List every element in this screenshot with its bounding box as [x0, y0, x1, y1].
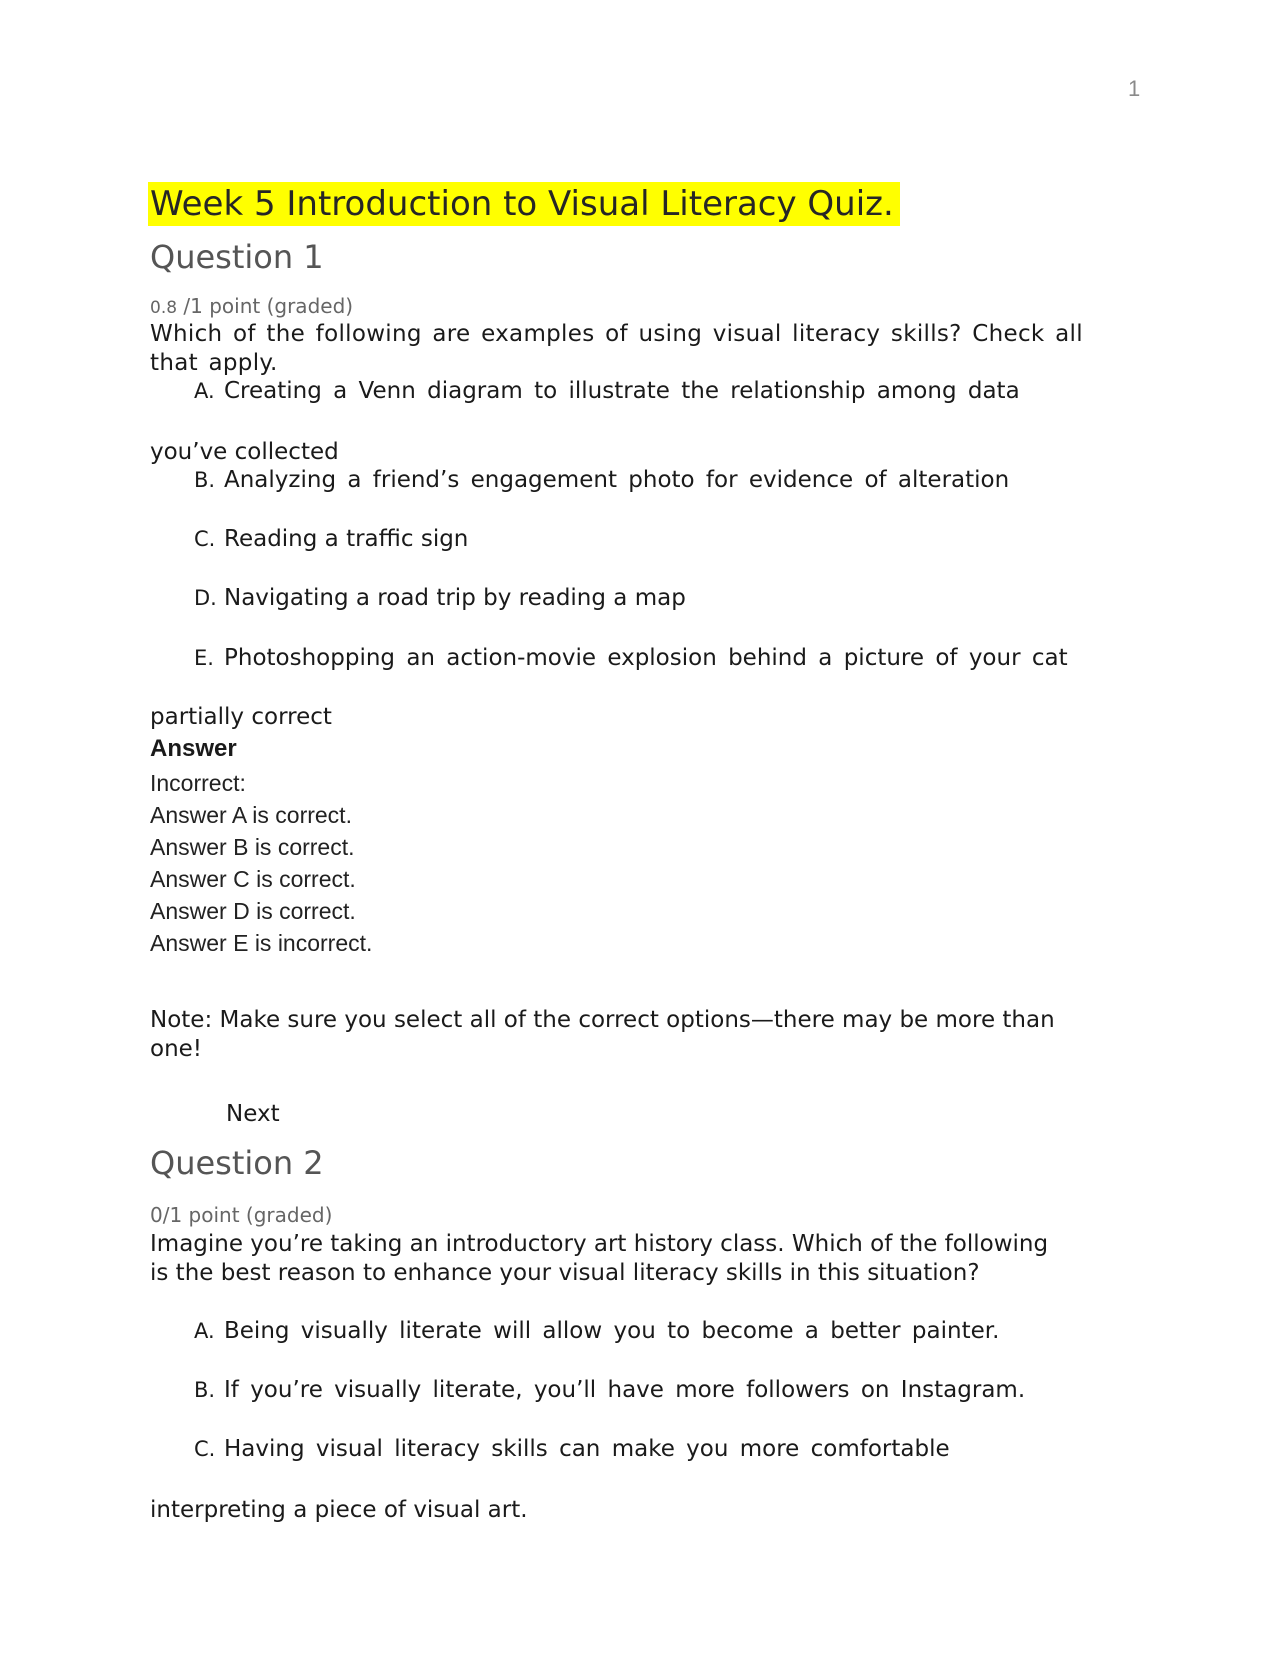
option-text: Analyzing a friend’s engagement photo for evidence of alteration [224, 467, 1010, 493]
answer-label: Answer [150, 735, 237, 762]
answer-line: Answer B is correct. [150, 834, 355, 860]
option-text: Reading a traffic sign [224, 526, 469, 552]
option-text: Being visually literate will allow you to become a better painter. [224, 1318, 1000, 1344]
question-1-score: 0.8 [150, 298, 178, 318]
option-letter: A. [194, 379, 215, 403]
question-1-option-a[interactable] [194, 378, 1020, 404]
question-1-result: partially correct [150, 704, 332, 730]
answer-line: Incorrect: [150, 770, 246, 796]
question-1-points [150, 294, 353, 318]
option-letter: D. [194, 586, 217, 610]
question-1-option-a-continuation: you’ve collected [150, 439, 339, 465]
question-1-points-suffix: /1 point (graded) [183, 294, 354, 318]
page-number: 1 [1128, 76, 1141, 101]
option-letter: C. [194, 527, 216, 551]
next-button[interactable]: Next [226, 1101, 280, 1127]
answer-line: Answer A is correct. [150, 802, 352, 828]
question-2-heading: Question 2 [150, 1144, 324, 1182]
answer-line: Answer C is correct. [150, 866, 356, 892]
question-1-heading: Question 1 [150, 238, 324, 276]
question-2-option-c-continuation: interpreting a piece of visual art. [150, 1497, 528, 1523]
option-letter: C. [194, 1437, 216, 1461]
question-1-option-b[interactable] [194, 467, 1009, 493]
option-text: Navigating a road trip by reading a map [224, 585, 686, 611]
option-text: Having visual literacy skills can make you more comfortable [224, 1436, 950, 1462]
question-1-option-d[interactable] [194, 585, 686, 611]
option-letter: B. [194, 1378, 216, 1402]
option-letter: B. [194, 468, 216, 492]
question-1-prompt: Which of the following are examples of using visual literacy skills? Check all that apply. [150, 321, 1083, 376]
answer-line: Answer E is incorrect. [150, 930, 373, 956]
question-2-prompt: Imagine you’re taking an introductory art history class. Which of the following is the best reason to enhance your visual literacy skills in this situation? [150, 1231, 1049, 1286]
question-2-option-a[interactable] [194, 1318, 999, 1344]
question-1-option-e[interactable] [194, 645, 1068, 671]
question-2-option-c[interactable] [194, 1436, 950, 1462]
question-2-option-b[interactable] [194, 1377, 1025, 1403]
question-2-points: 0/1 point (graded) [150, 1203, 333, 1227]
option-text: If you’re visually literate, you’ll have more followers on Instagram. [224, 1377, 1026, 1403]
document-title: Week 5 Introduction to Visual Literacy Quiz. [148, 182, 900, 226]
option-letter: A. [194, 1319, 215, 1343]
option-text: Creating a Venn diagram to illustrate the relationship among data [224, 378, 1020, 404]
answer-line: Answer D is correct. [150, 898, 356, 924]
option-text: Photoshopping an action-movie explosion behind a picture of your cat [224, 645, 1068, 671]
option-letter: E. [194, 646, 214, 670]
question-1-note: Note: Make sure you select all of the correct options—there may be more than one! [150, 1007, 1055, 1062]
question-1-option-c[interactable] [194, 526, 468, 552]
